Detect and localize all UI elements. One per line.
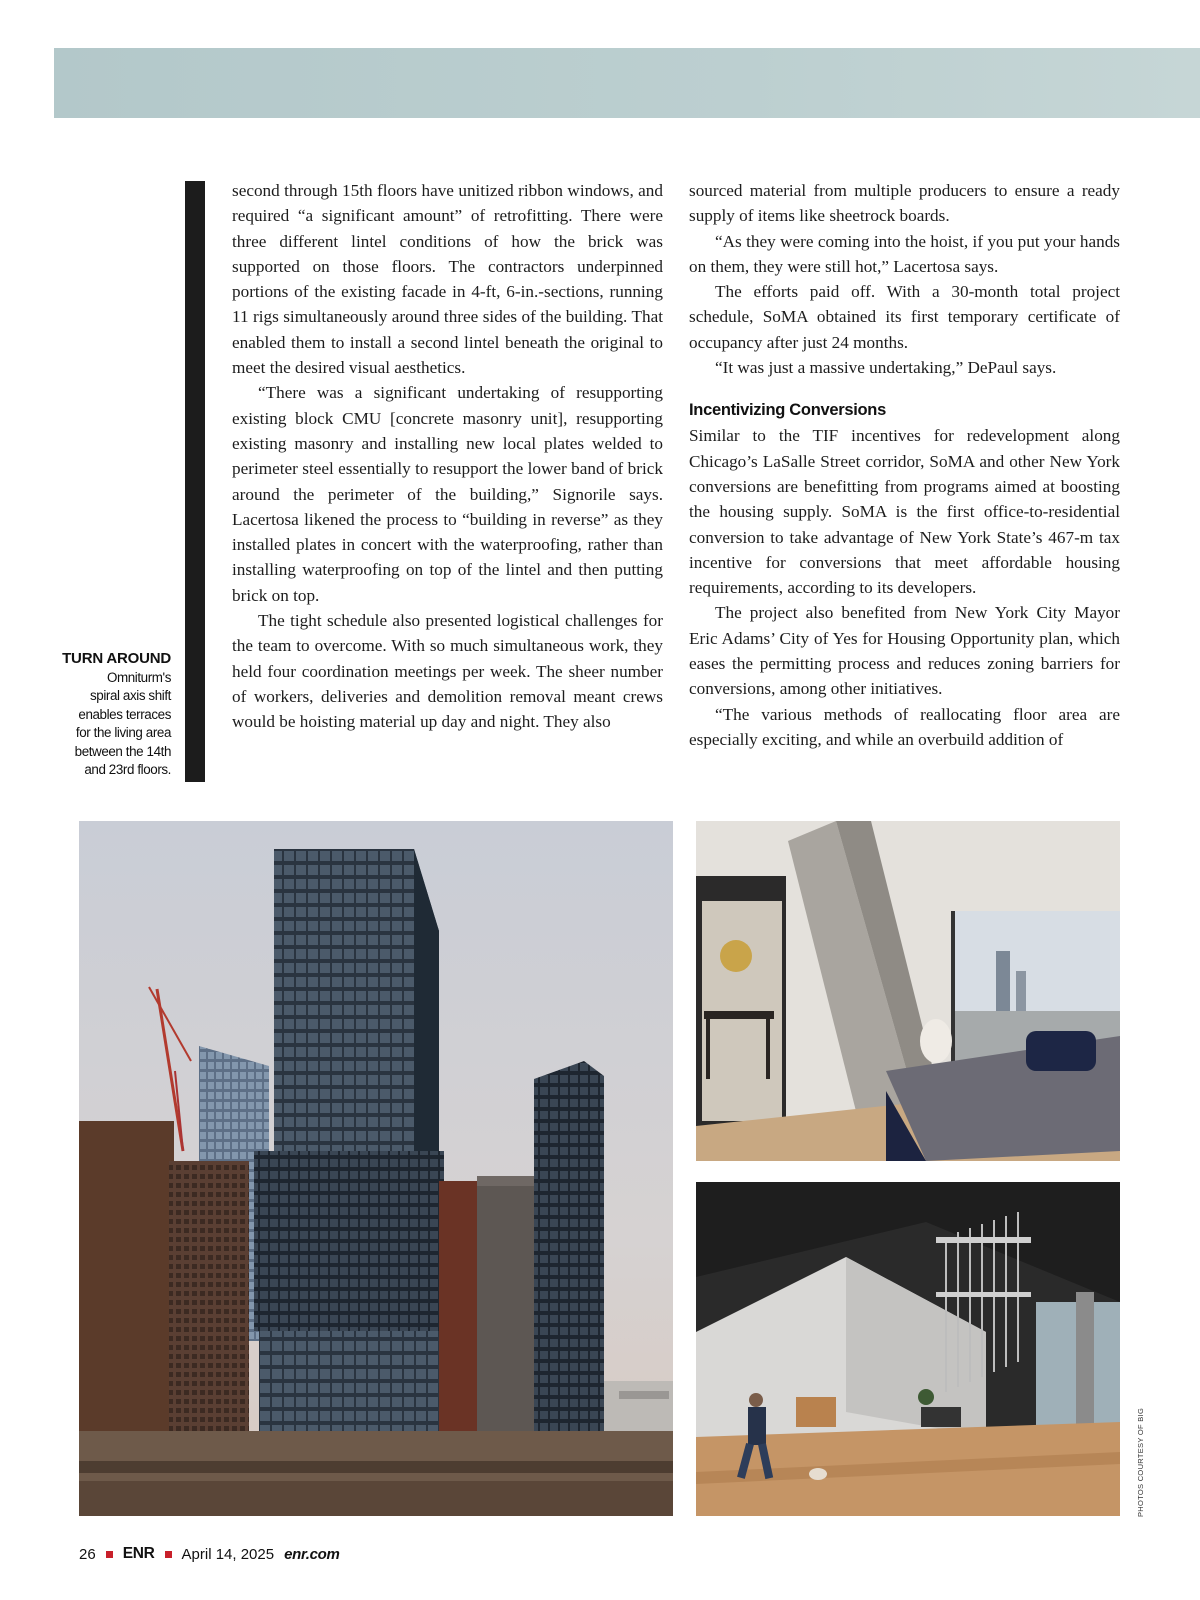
bedroom-interior-photo [696,821,1120,1161]
caption-line: between the 14th [74,743,171,759]
paragraph: “The various methods of reallocating floor area are especially exciting, and while an overbuild addition of [689,704,1120,749]
article-column-left [232,178,663,735]
tower-skyline-photo [79,821,673,1516]
paragraph: “It was just a massive undertaking,” DePaul says. [715,358,1057,378]
paragraph: The project also benefited from New York City Mayor Eric Adams’ City of Yes for Housing Opportunity plan, which eases the permitting process and reduces zoning barriers for conversions, among other initiatives. [689,603,1120,699]
lobby-interior-photo [696,1182,1120,1516]
issue-date: April 14, 2025 [181,1545,275,1563]
section-heading: Incentivizing Conversions [689,401,886,420]
publication-name: ENR [122,1545,155,1562]
page-number: 26 [79,1545,96,1563]
caption-line: spiral axis shift [89,688,171,703]
photo-credit: PHOTOS COURTESY OF BIG [1136,1407,1145,1517]
paragraph: The tight schedule also presented logistical challenges for the team to overcome. With so much simultaneous work, they held four coordination meetings per week. The sheer number of workers, deliveries and demolition removal meant crews would be hoisting material up day and night. They also [232,611,663,732]
paragraph: second through 15th floors have unitized ribbon windows, and required “a significant amount” of retrofitting. There were three different lintel conditions of how the brick was supported on those floors. The contractors underpinned portions of the existing facade in 4-ft, 6-in.-sections, running 11 rigs simultaneously around three sides of the building. That enabled them to install a second lintel beneath the original to meet the desired visual aesthetics. [232,181,663,378]
page-footer [79,1545,340,1563]
caption-rule-bar [185,181,205,782]
paragraph: “As they were coming into the hoist, if you put your hands on them, they were still hot,” Lacertosa says. [689,231,1120,276]
caption-title: TURN AROUND [62,650,171,667]
paragraph: “There was a significant undertaking of resupporting existing block CMU [concrete masonry unit], resupporting existing masonry and installing new local plates welded to perimeter steel essentially to resupport the lower band of brick around the perimeter of the building,” Signorile says. Lacertosa likened the process to “building in reverse” as they installed plates in concert with the waterproofing, rather than installing waterproofing on top of the lintel and then putting brick on top. [232,383,663,605]
caption-line: and 23rd floors. [84,762,171,777]
caption-line: Omniturm's [106,669,171,685]
article-column-right [689,178,1120,752]
caption-line: enables terraces [78,706,171,722]
footer-separator [165,1551,172,1558]
footer-separator [106,1551,113,1558]
header-color-band [54,48,1200,118]
paragraph: Similar to the TIF incentives for redevelopment along Chicago’s LaSalle Street corridor, SoMA and other New York conversions are benefitting from programs aimed at boosting the housing supply. SoMA is the first office-to-residential conversion to take advantage of New York State’s 467-m tax incentive for conversions that meet affordable housing requirements, according to its developers. [689,426,1120,598]
caption-line: for the living area [75,725,171,740]
photo-caption [40,650,171,780]
paragraph: The efforts paid off. With a 30-month total project schedule, SoMA obtained its first temporary certificate of occupancy after just 24 months. [689,282,1120,352]
website-link[interactable]: enr.com [284,1545,340,1563]
paragraph: sourced material from multiple producers to ensure a ready supply of items like sheetrock boards. [689,181,1120,226]
